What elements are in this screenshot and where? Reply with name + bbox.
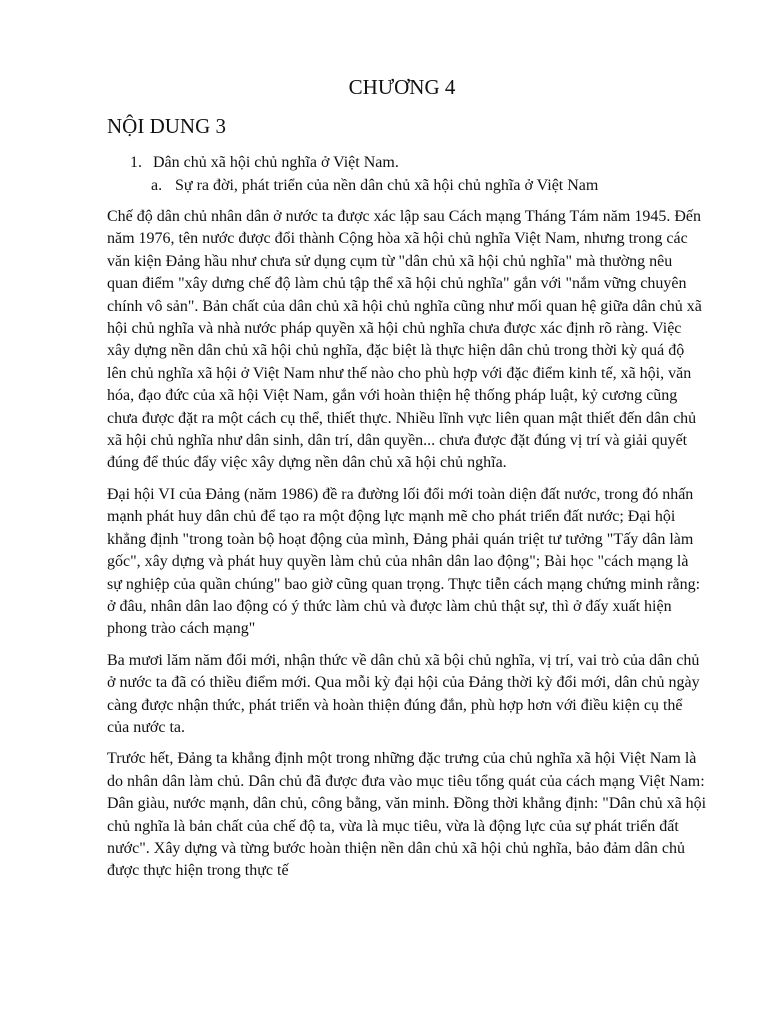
- paragraph: Trước hết, Đảng ta khẳng định một trong những đặc trưng của chủ nghĩa xã hội Việt Nam là do nhân dân làm chủ. Dân chủ đã được đưa vào mục tiêu tổng quát của cách mạng Việt Nam: Dân giàu, nước mạnh, dân chủ, công bằng, văn minh. Đồng thời khẳng định: "Dân chủ xã hội chủ nghĩa là bản chất của chế độ ta, vừa là mục tiêu, vừa là động lực của sự phát triển đất nước". Xây dựng và từng bước hoàn thiện nền dân chủ xã hội chủ nghĩa, bảo đảm dân chủ được thực hiện trong thực tế: [107, 750, 707, 880]
- outline-marker: 1.: [130, 154, 142, 171]
- outline-item: [107, 152, 707, 175]
- outline-text: Sự ra đời, phát triển của nền dân chủ xã hội chủ nghĩa ở Việt Nam: [175, 177, 599, 194]
- paragraph: Đại hội VI của Đảng (năm 1986) đề ra đường lối đổi mới toàn diện đất nước, trong đó nhấn mạnh phát huy dân chủ để tạo ra một động lực mạnh mẽ cho phát triển đất nước; Đại hội khẳng định "trong toàn bộ hoạt động của mình, Đảng phải quán triệt tư tưởng "Tấy dân làm gốc", xây dựng và phát huy quyền làm chủ của nhân dân lao động"; Bài học "cách mạng là sự nghiệp của quần chúng" bao giờ cũng quan trọng. Thực tiễn cách mạng chứng minh rằng: ở đâu, nhân dân lao động có ý thức làm chủ và được làm chủ thật sự, thì ở đấy xuất hiện phong trào cách mạng": [107, 485, 701, 638]
- outline-list: [107, 152, 707, 198]
- chapter-title: CHƯƠNG 4: [348, 75, 456, 99]
- body-text: [107, 206, 707, 892]
- section-title: NỘI DUNG 3: [107, 114, 226, 138]
- paragraph: Ba mươi lăm năm đổi mới, nhận thức về dân chủ xã bội chủ nghĩa, vị trí, vai trò của dân chủ ở nước ta đã có thiều điểm mới. Qua mỗi kỳ đại hội của Đảng thời kỳ đổi mới, dân chủ ngày càng được nhận thức, phát triển và hoàn thiện đúng đắn, phù hợp hơn với điều kiện cụ thể của nước ta.: [107, 651, 700, 736]
- outline-marker: a.: [151, 177, 163, 194]
- outline-subitem: [107, 175, 707, 198]
- outline-text: Dân chủ xã hội chủ nghĩa ở Việt Nam.: [153, 154, 399, 171]
- paragraph: Chế độ dân chủ nhân dân ở nước ta được xác lập sau Cách mạng Tháng Tám năm 1945. Đến năm 1976, tên nước được đổi thành Cộng hòa xã hội chủ nghĩa Việt Nam, nhưng trong các văn kiện Đảng hầu như chưa sử dụng cụm từ "dân chủ xã hội chủ nghĩa" mà thường nêu quan điểm "xây dưng chế độ làm chủ tập thể xã hội chủ nghĩa" gắn với "nắm vững chuyên chính vô sản". Bản chất của dân chủ xã hội chủ nghĩa cũng như mối quan hệ giữa dân chủ xã hội chủ nghĩa và nhà nước pháp quyền xã hội chủ nghĩa chưa được xác định rõ ràng. Việc xây dựng nền dân chủ xã hội chủ nghĩa, đặc biệt là thực hiện dân chủ trong thời kỳ quá độ lên chủ nghĩa xã hội ở Việt Nam như thế nào cho phù hợp với đặc điểm kinh tế, xã hội, văn hóa, đạo đức của xã hội Việt Nam, gắn với hoàn thiện hệ thống pháp luật, kỷ cương cũng chưa được đặt ra một cách cụ thể, thiết thực. Nhiều lĩnh vực liên quan mật thiết đến dân chủ xã hội chủ nghĩa như dân sinh, dân trí, dân quyền... chưa được đặt đúng vị trí và giải quyết đúng để thúc đẩy việc xây dựng nền dân chủ xã hội chủ nghĩa.: [107, 208, 702, 472]
